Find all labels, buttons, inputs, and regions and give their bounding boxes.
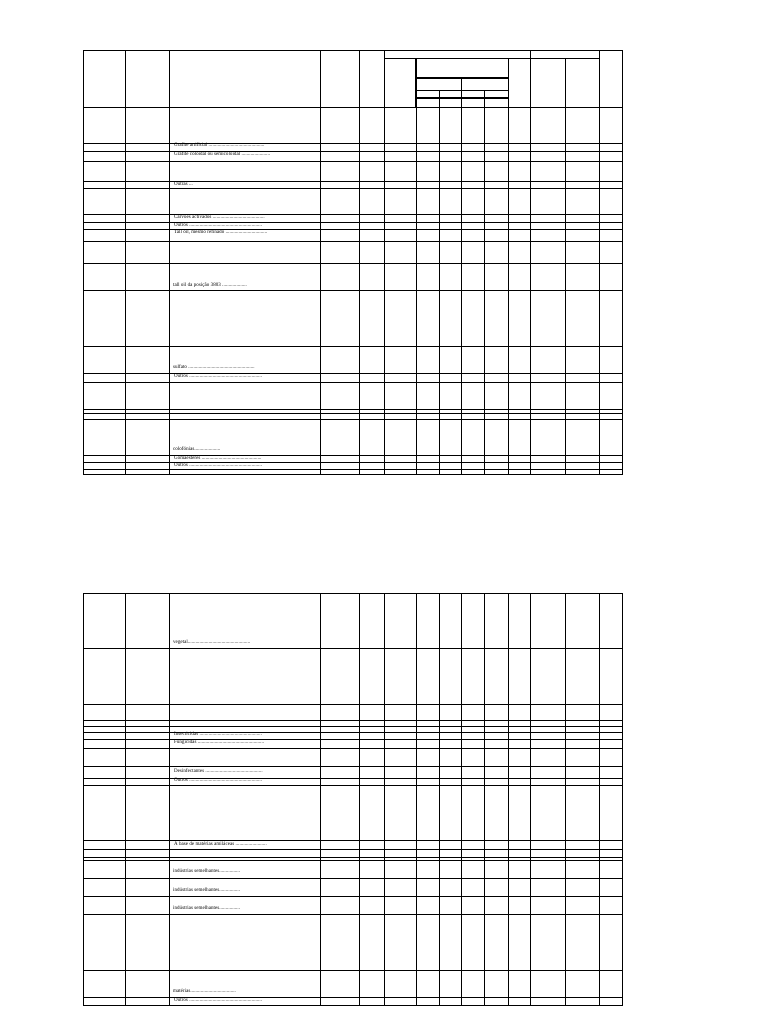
row-label: Fungicidas ................................................... [174,740,265,745]
row-label: indústrias semelhantes................ [173,906,241,911]
row-label: Outras ... [174,182,193,187]
row-label: Gomaésteres .............................................. [174,456,262,461]
table-1-grid [83,50,624,476]
row-label: matérias................................... [173,989,236,994]
tariff-table-1 [83,50,623,475]
row-label: vegetal................................................ [173,640,251,645]
table-2-grid [83,593,624,1007]
row-label: Outros ........................................................ [174,374,263,379]
tariff-table-2 [83,593,623,1006]
row-label: Grafite coloidal ou semicoloidal ...................... [174,152,271,157]
row-label: indústrias semelhantes................ [173,869,241,874]
row-label: Outros ........................................................ [174,998,263,1003]
row-label: Tall oil, mesmo refinado ................................ [174,230,268,235]
row-label: Carvões activados ........................................ [174,215,265,220]
row-label: colofónias.................... [173,447,221,452]
row-label: indústrias semelhantes................ [173,888,241,893]
row-label: Outros ........................................................ [174,778,263,783]
row-label: Insecticidas ................................................ [174,732,262,737]
row-label: tall oil da posição 3803 ................... [173,283,247,288]
row-label: Grafite artificial ........................................... [174,143,265,148]
row-label: sulfato ................................................... [173,365,255,370]
row-label: Outros ........................................................ [174,223,263,228]
row-label: À base de matérias amiláceas ........................ [174,842,267,847]
row-label: Outros ........................................................ [174,463,263,468]
row-label: Desinfectantes ............................................ [174,769,263,774]
